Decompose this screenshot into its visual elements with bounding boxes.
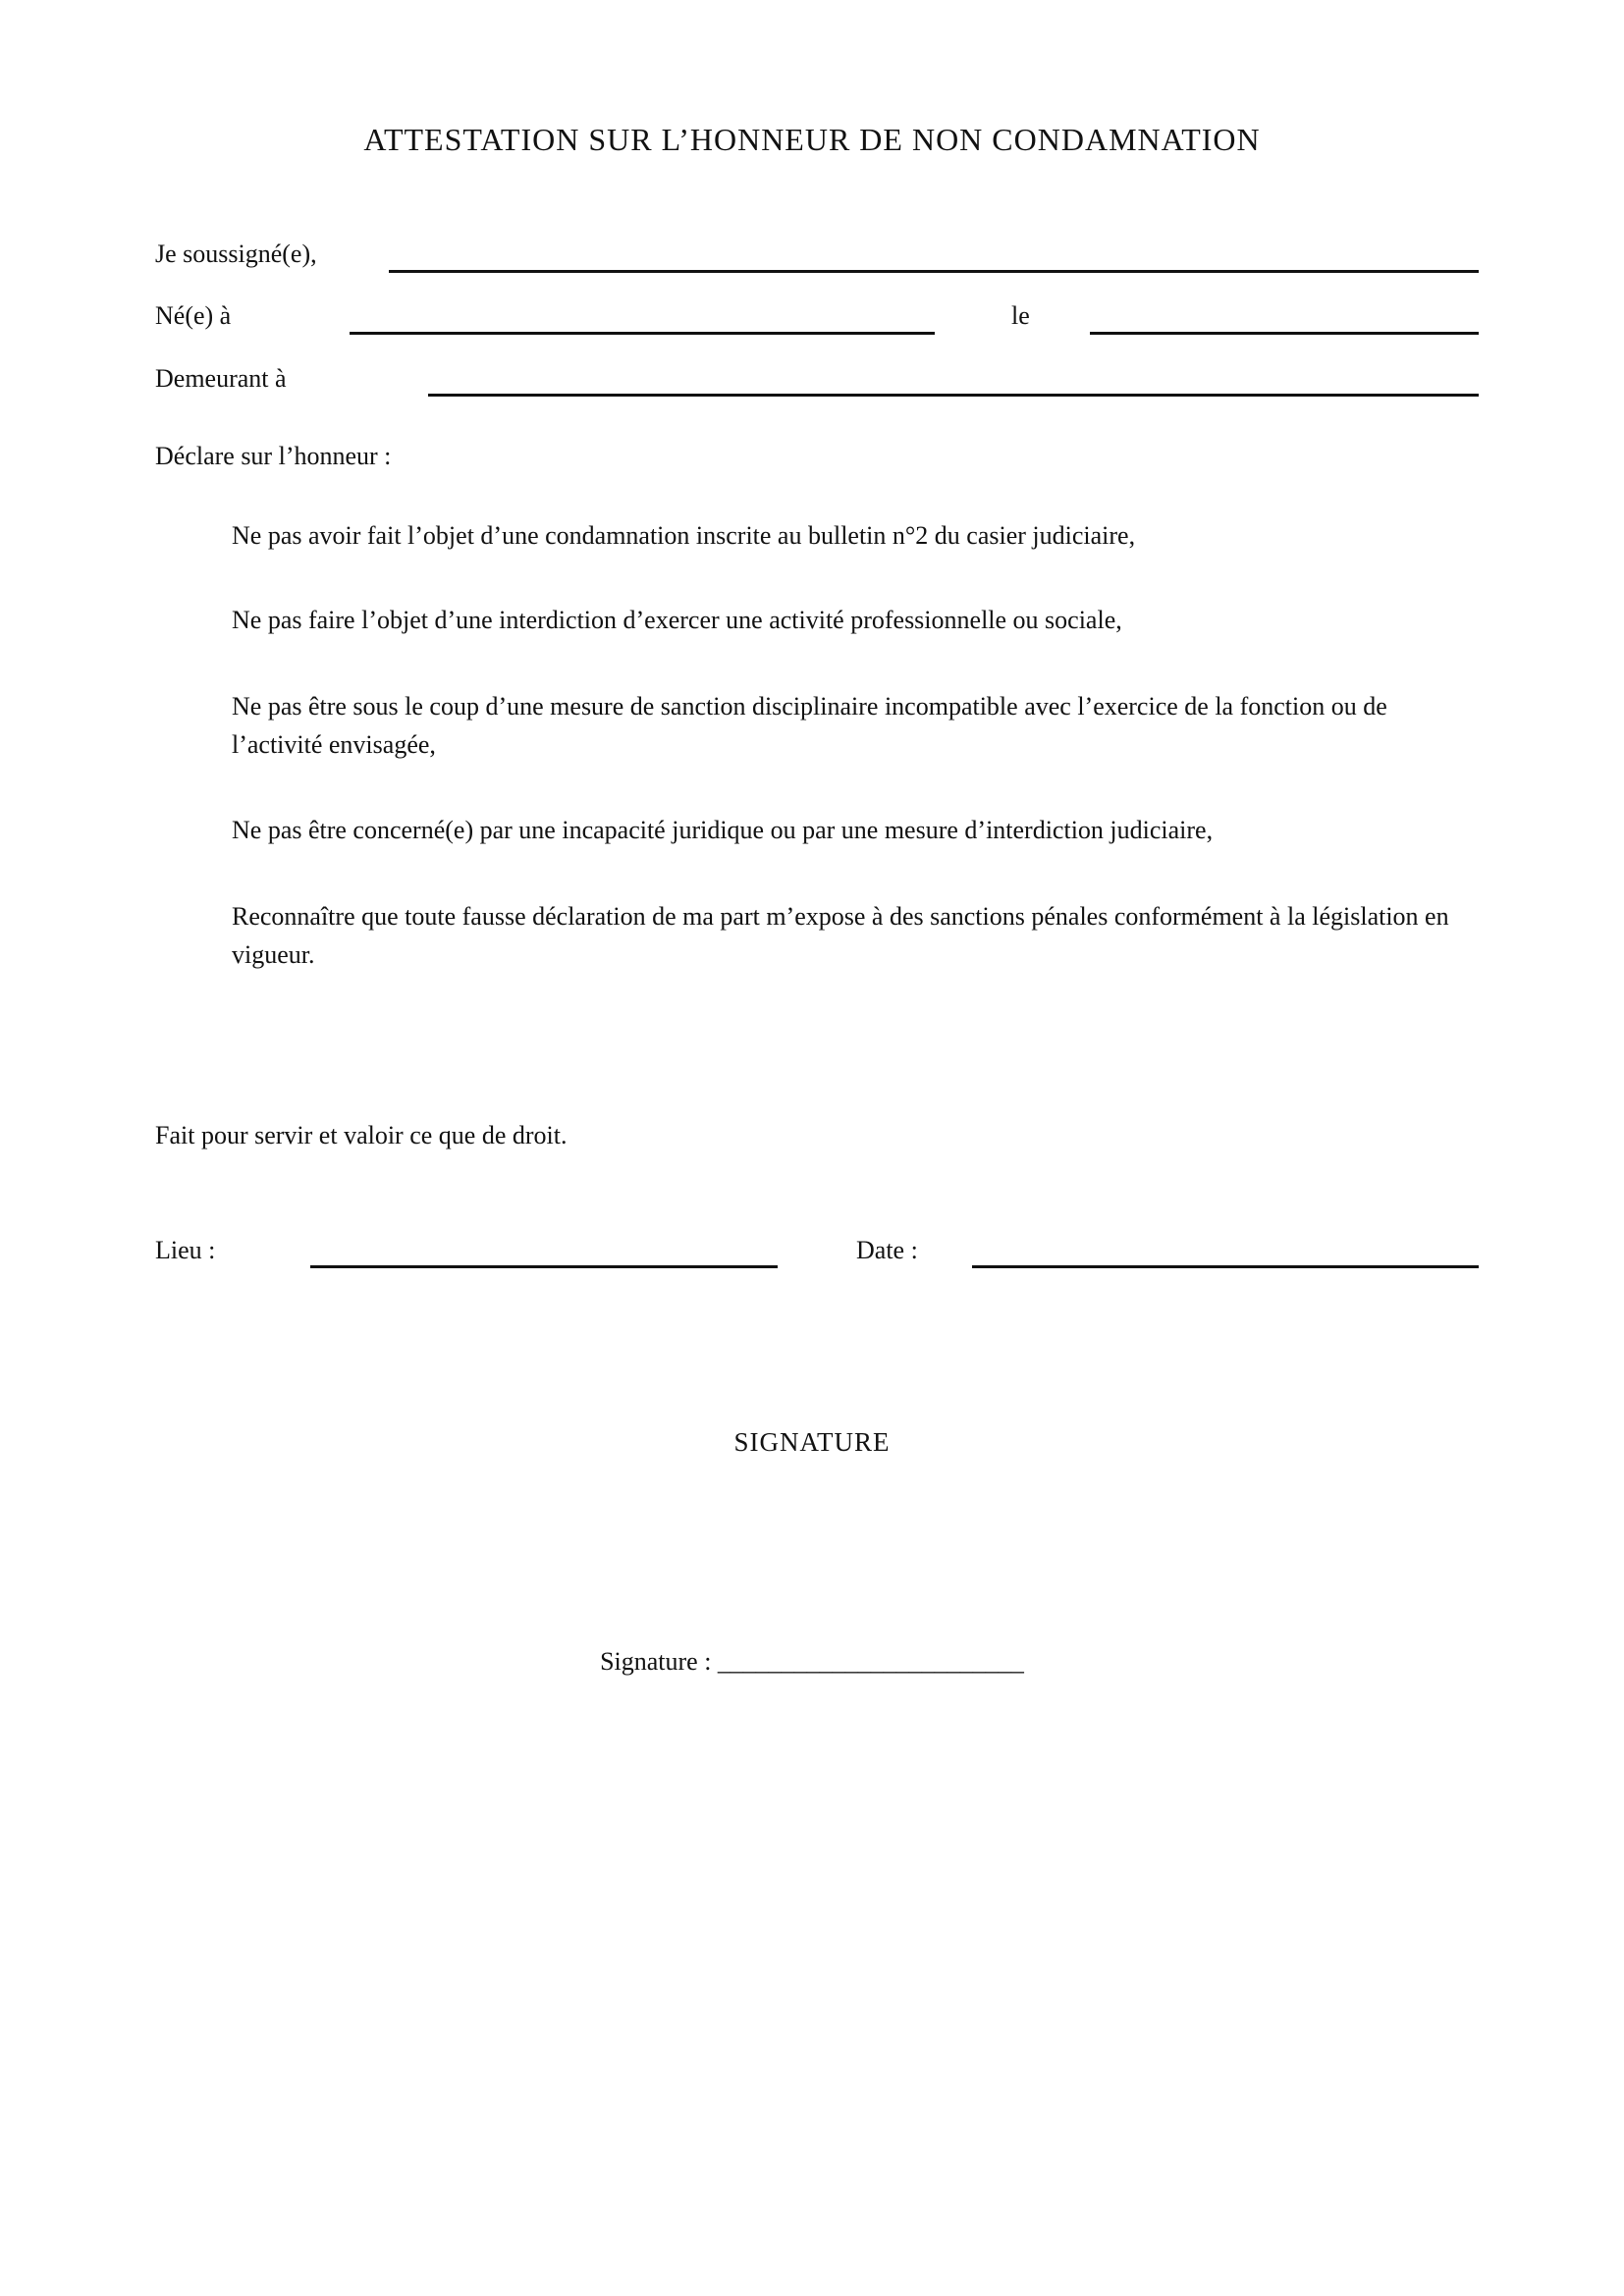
declaration-item: Ne pas être sous le coup d’une mesure de sanction disciplinaire incompatible avec l’exercice de la fonction ou de l’activité envisagée, xyxy=(232,692,1387,759)
declaration-item: Ne pas faire l’objet d’une interdiction d’exercer une activité professionnelle ou sociale, xyxy=(232,606,1122,634)
address-field[interactable] xyxy=(428,394,1479,397)
declaration-item: Reconnaître que toute fausse déclaration de ma part m’expose à des sanctions pénales conformément à la législation en vigueur. xyxy=(232,902,1449,969)
signature-field[interactable]: Signature : ________________________ xyxy=(600,1647,1024,1676)
birthplace-field[interactable] xyxy=(350,332,935,335)
declare-label: Déclare sur l’honneur : xyxy=(155,442,392,470)
closing-statement: Fait pour servir et valoir ce que de droit. xyxy=(155,1121,568,1149)
demeurant-label: Demeurant à xyxy=(155,364,287,393)
lieu-label: Lieu : xyxy=(155,1236,216,1264)
date-field[interactable] xyxy=(972,1265,1479,1268)
ne-label: Né(e) à xyxy=(155,301,232,330)
date-label: Date : xyxy=(856,1236,918,1264)
signature-heading: SIGNATURE xyxy=(733,1427,891,1457)
declaration-item: Ne pas avoir fait l’objet d’une condamnation inscrite au bulletin n°2 du casier judiciaire, xyxy=(232,521,1136,550)
soussigne-field[interactable] xyxy=(389,270,1479,273)
birthdate-field[interactable] xyxy=(1090,332,1479,335)
soussigne-label: Je soussigné(e), xyxy=(155,240,317,268)
declaration-item: Ne pas être concerné(e) par une incapacité juridique ou par une mesure d’interdiction judiciaire, xyxy=(232,816,1214,844)
le-label: le xyxy=(1011,301,1030,330)
page-title: ATTESTATION SUR L’HONNEUR DE NON CONDAMNATION xyxy=(363,122,1261,157)
lieu-field[interactable] xyxy=(310,1265,778,1268)
